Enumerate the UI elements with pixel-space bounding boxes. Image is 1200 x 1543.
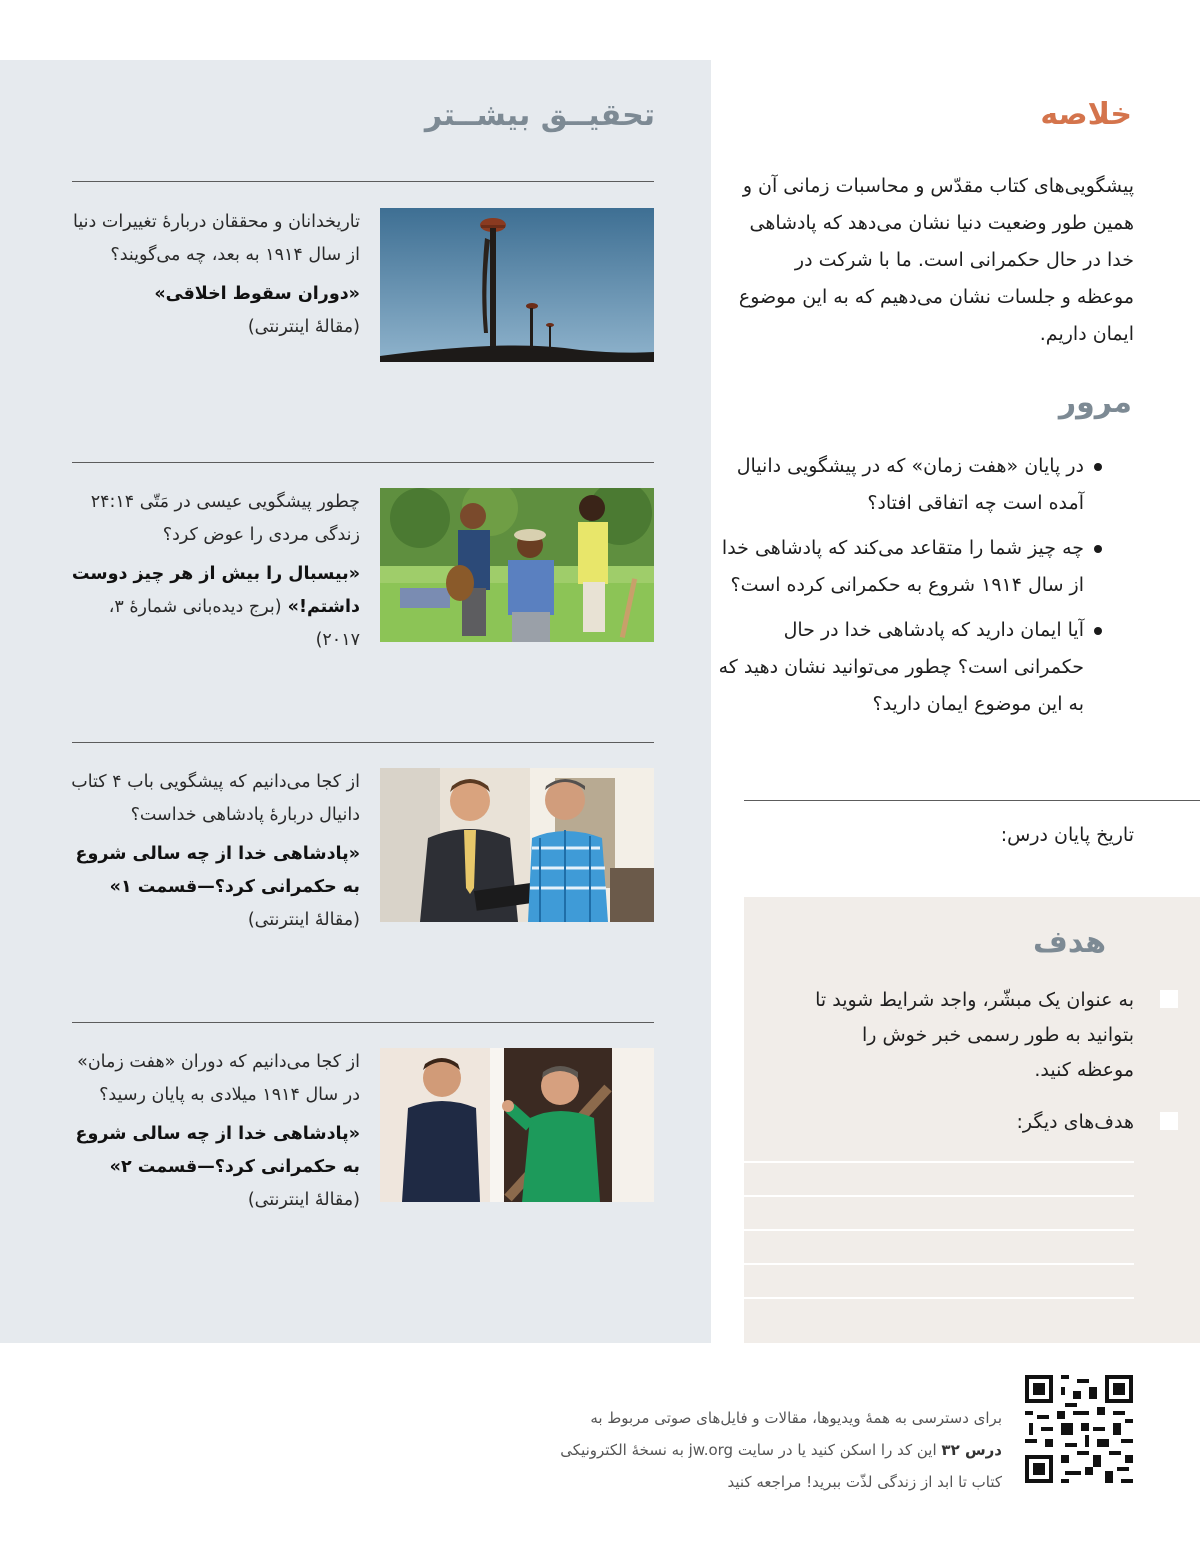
research-text xyxy=(70,486,360,657)
research-question: چطور پیشگویی عیسی در مَتّی ۲۴:۱۴ زندگی مردی را عوض کرد؟ xyxy=(90,492,360,545)
goal-checkbox[interactable] xyxy=(1160,990,1178,1008)
family-park-image xyxy=(380,488,654,642)
review-title: مرور xyxy=(1058,385,1132,420)
writing-line[interactable] xyxy=(744,1229,1134,1231)
writing-line[interactable] xyxy=(744,1297,1134,1299)
footer-line: درس ۳۲ این کد را اسکن کنید یا در سایت jw.org به نسخهٔ الکترونیکی xyxy=(560,1441,1002,1459)
writing-line[interactable] xyxy=(744,1263,1134,1265)
review-list xyxy=(714,448,1134,731)
research-text xyxy=(70,206,360,344)
footer-note xyxy=(462,1402,1002,1498)
research-item-moral-decline[interactable] xyxy=(72,182,654,432)
research-link[interactable]: «دوران سقوط اخلاقی» xyxy=(154,284,360,304)
writing-line[interactable] xyxy=(744,1161,1134,1163)
other-goals-checkbox[interactable] xyxy=(1160,1112,1178,1130)
research-text xyxy=(70,1046,360,1217)
writing-line[interactable] xyxy=(744,1195,1134,1197)
research-item-daniel-4[interactable] xyxy=(72,742,654,992)
research-title: تحقیــق بیشــتر xyxy=(424,98,655,133)
conversation-image xyxy=(380,768,654,922)
research-source: (مقالهٔ اینترنتی) xyxy=(247,910,360,930)
soldier-memorial-image xyxy=(380,208,654,362)
footer-line: برای دسترسی به همهٔ ویدیوها، مقالات و فایل‌های صوتی مربوط به xyxy=(590,1409,1002,1427)
research-source: (مقالهٔ اینترنتی) xyxy=(247,317,360,337)
research-question: تاریخدانان و محققان دربارهٔ تغییرات دنیا از سال ۱۹۱۴ به بعد، چه می‌گویند؟ xyxy=(73,212,360,265)
research-question: از کجا می‌دانیم که دوران «هفت زمان» در سال ۱۹۱۴ میلادی به پایان رسید؟ xyxy=(77,1052,360,1105)
lesson-number: درس ۳۲ xyxy=(941,1441,1002,1459)
research-item-seven-times[interactable] xyxy=(72,1022,654,1272)
completion-date-label[interactable]: تاریخ پایان درس: xyxy=(1000,824,1134,846)
summary-body: پیشگویی‌های کتاب مقدّس و محاسبات زمانی آن و همین طور وضعیت دنیا نشان می‌دهد که پادشاهی خدا در حال حکمرانی است. ما با شرکت در موعظه و جلسات نشان می‌دهیم که به این موضوع ایمان داریم. xyxy=(738,175,1134,345)
bullet-icon xyxy=(1094,627,1102,635)
research-source: (مقالهٔ اینترنتی) xyxy=(247,1190,360,1210)
research-question: از کجا می‌دانیم که پیشگویی باب ۴ کتاب دانیال دربارهٔ پادشاهی خداست؟ xyxy=(71,772,360,825)
summary-title: خلاصه xyxy=(1040,97,1132,132)
other-goals-label: هدف‌های دیگر: xyxy=(1016,1111,1134,1133)
review-question: آیا ایمان دارید که پادشاهی خدا در حال حکمرانی است؟ چطور می‌توانید نشان دهید که به این موضوع ایمان دارید؟ xyxy=(714,612,1134,723)
review-question: چه چیز شما را متقاعد می‌کند که پادشاهی خدا از سال ۱۹۱۴ شروع به حکمرانی کرده است؟ xyxy=(714,530,1134,604)
footer-line: کتاب تا ابد از زندگی لذّت ببرید! مراجعه کنید xyxy=(727,1473,1002,1491)
research-link[interactable]: «پادشاهی خدا از چه سالی شروع به حکمرانی کرد؟—قسمت ۲» xyxy=(75,1124,360,1177)
further-research-panel xyxy=(0,60,711,1343)
goal-box xyxy=(744,897,1200,1343)
qr-code-icon[interactable] xyxy=(1025,1375,1133,1483)
goal-item: به عنوان یک مبشّر، واجد شرایط شوید تا بتوانید به طور رسمی خبر خوش را موعظه کنید. xyxy=(815,989,1134,1081)
research-item-baseball[interactable] xyxy=(72,462,654,712)
divider xyxy=(744,800,1200,801)
research-link[interactable]: «پادشاهی خدا از چه سالی شروع به حکمرانی کرد؟—قسمت ۱» xyxy=(75,844,360,897)
bullet-icon xyxy=(1094,545,1102,553)
bullet-icon xyxy=(1094,463,1102,471)
goal-title: هدف xyxy=(1033,925,1106,960)
doorstep-image xyxy=(380,1048,654,1202)
research-text xyxy=(70,766,360,937)
research-source: (برج دیده‌بانی شمارهٔ ۳، ۲۰۱۷) xyxy=(108,597,360,650)
review-question: در پایان «هفت زمان» که در پیشگویی دانیال آمده است چه اتفاقی افتاد؟ xyxy=(714,448,1134,522)
research-link[interactable]: «بیسبال را بیش از هر چیز دوست داشتم!» (برج دیده‌بانی شمارهٔ ۳، ۲۰۱۷) xyxy=(71,564,360,650)
